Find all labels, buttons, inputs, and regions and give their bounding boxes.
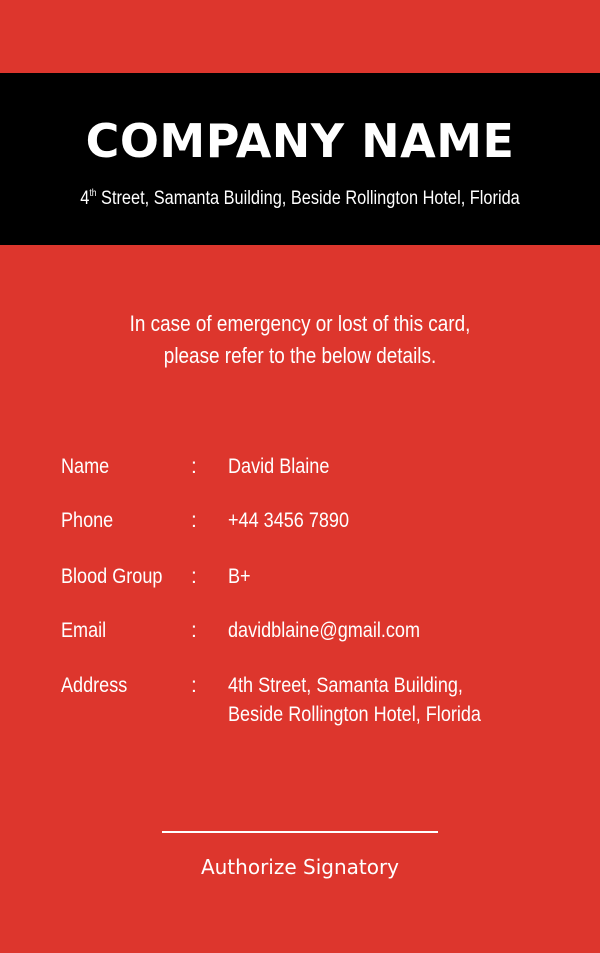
detail-separator: :: [191, 509, 197, 532]
address-value-line-1: 4th Street, Samanta Building,: [228, 674, 463, 697]
detail-label: Name: [61, 455, 110, 478]
signature-label: Authorize Signatory: [200, 855, 400, 879]
detail-label: Email: [61, 619, 107, 642]
detail-separator: :: [191, 674, 197, 697]
detail-value: davidblaine@gmail.com: [228, 619, 421, 642]
signature-line: [162, 831, 438, 833]
detail-separator: :: [191, 619, 197, 642]
address-ordinal-suffix: th: [89, 188, 97, 199]
detail-value: B+: [228, 565, 251, 588]
detail-label: Address: [61, 674, 128, 697]
detail-value: David Blaine: [228, 455, 330, 478]
address-street: Street, Samanta Building, Beside Rollington Hotel, Florida: [96, 188, 520, 209]
detail-label: Phone: [61, 509, 114, 532]
company-name: COMPANY NAME: [85, 114, 515, 168]
detail-separator: :: [191, 455, 197, 478]
notice-line-2: please refer to the below details.: [163, 343, 437, 368]
detail-label: Blood Group: [61, 565, 163, 588]
detail-separator: :: [191, 565, 197, 588]
address-number: 4: [80, 188, 90, 209]
address-value-line-2: Beside Rollington Hotel, Florida: [228, 703, 481, 726]
detail-value: [228, 671, 481, 729]
detail-value: +44 3456 7890: [228, 509, 350, 532]
notice-line-1: In case of emergency or lost of this card,: [129, 311, 471, 336]
